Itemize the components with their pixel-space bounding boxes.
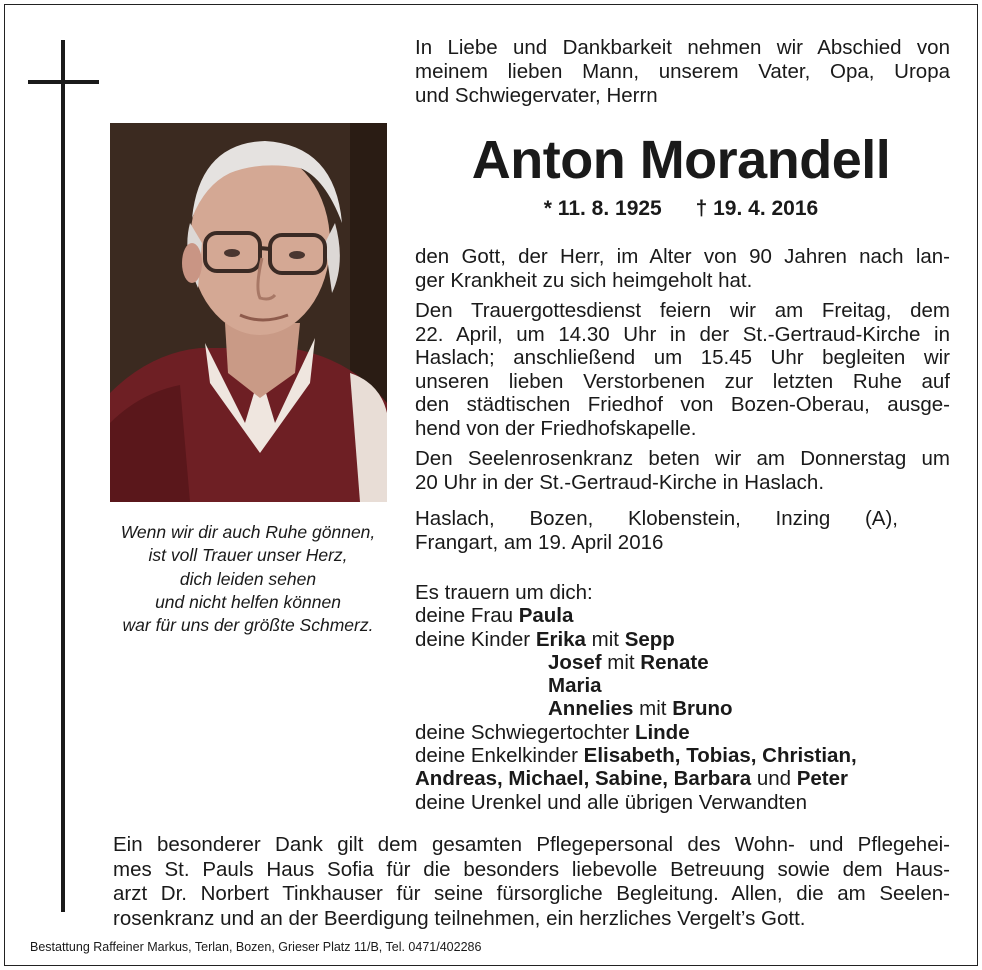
mourner-line <box>415 697 950 720</box>
intro-line: meinem lieben Mann, unserem Vater, Opa, Uropa <box>415 60 950 83</box>
relation-label: deine Enkelkinder <box>415 744 584 768</box>
mourner-name: Paula <box>518 604 574 628</box>
funeral-home-footer: Bestattung Raffeiner Markus, Terlan, Bozen, Grieser Platz 11/B, Tel. 0471/402286 <box>30 940 482 954</box>
mourner-name: Maria <box>548 674 602 698</box>
relation-label: deine Frau <box>415 604 519 628</box>
life-dates <box>412 196 950 222</box>
mourner-line: deine Urenkel und alle übrigen Verwandten <box>415 790 808 814</box>
connector: und <box>756 767 792 791</box>
poem-line: dich leiden sehen <box>179 568 317 589</box>
relation-label: deine Schwiegertochter <box>415 720 635 744</box>
text-line: Haslach, Bozen, Klobenstein, Inzing (A), <box>415 507 898 530</box>
mourner-line <box>415 628 950 651</box>
mourner-name: Renate <box>640 650 709 674</box>
text-line: den städtischen Friedhof von Bozen-Oberau, ausge- <box>415 393 950 416</box>
text-line: Frangart, am 19. April 2016 <box>415 530 664 554</box>
paragraph <box>415 447 950 494</box>
mourner-line <box>415 674 950 697</box>
text-line: den Gott, der Herr, im Alter von 90 Jahren nach lan- <box>415 245 950 268</box>
poem-line: und nicht helfen können <box>155 591 341 612</box>
mourner-name: Andreas, Michael, Sabine, Barbara <box>415 767 752 791</box>
text-line: ger Krankheit zu sich heimgeholt hat. <box>415 268 753 292</box>
poem-line: war für uns der größte Schmerz. <box>122 615 374 636</box>
text-line: Den Seelenrosenkranz beten wir am Donnerstag um <box>415 447 950 470</box>
mourner-line <box>415 721 950 744</box>
text-line: Ein besonderer Dank gilt dem gesamten Pflegepersonal des Wohn- und Pflegehei- <box>113 833 950 856</box>
text-line: mes St. Pauls Haus Sofia für die besonders liebevolle Betreuung sowie dem Haus- <box>113 857 950 881</box>
poem-line: ist voll Trauer unser Herz, <box>148 545 348 566</box>
mourner-name: Josef <box>548 650 602 674</box>
text-line: Den Trauergottesdienst feiern wir am Freitag, dem <box>415 299 950 322</box>
poem-line: Wenn wir dir auch Ruhe gönnen, <box>120 522 376 542</box>
mourner-name: Linde <box>634 720 690 744</box>
connector: mit <box>639 697 667 721</box>
connector: mit <box>591 627 619 651</box>
announcement-body <box>415 245 950 494</box>
mourner-name: Bruno <box>672 697 733 721</box>
deceased-name: Anton Morandell <box>471 130 891 190</box>
mourners-heading: Es trauern um dich: <box>415 581 593 604</box>
mourner-line <box>415 604 950 627</box>
place-and-date <box>415 507 898 554</box>
cross-symbol-bar <box>28 80 99 84</box>
relation-label: deine Kinder <box>415 627 536 651</box>
mourner-line <box>415 744 950 767</box>
mourner-name: Sepp <box>624 627 675 651</box>
text-line: rosenkranz und an der Beerdigung teilnehmen, ein herzliches Vergelt’s Gott. <box>113 906 806 930</box>
thanks-text <box>113 833 950 931</box>
mourner-name: Annelies <box>548 697 634 721</box>
mourner-line <box>415 767 950 790</box>
birth-date: * 11. 8. 1925 <box>543 197 662 220</box>
text-line: 20 Uhr in der St.-Gertraud-Kirche in Haslach. <box>415 470 825 494</box>
mourner-line <box>415 651 950 674</box>
text-line: Haslach; anschließend um 15.45 Uhr begleiten wir <box>415 346 950 369</box>
mourner-name: Elisabeth, Tobias, Christian, <box>583 744 857 768</box>
intro-text <box>415 36 950 108</box>
mourners-list <box>415 581 950 814</box>
paragraph <box>415 245 950 292</box>
text-line: arzt Dr. Norbert Tinkhauser für seine fürsorgliche Begleitung. Allen, die am Seelen- <box>113 882 950 905</box>
intro-line: und Schwiegervater, Herrn <box>415 84 658 107</box>
paragraph <box>415 299 950 440</box>
cross-symbol <box>61 40 65 912</box>
memorial-poem <box>100 521 396 637</box>
text-line: hend von der Friedhofskapelle. <box>415 416 697 440</box>
text-line: unseren lieben Verstorbenen zur letzten Ruhe auf <box>415 369 950 393</box>
connector: mit <box>607 650 635 674</box>
portrait-photo <box>110 123 387 502</box>
death-date: † 19. 4. 2016 <box>695 197 819 220</box>
intro-line: In Liebe und Dankbarkeit nehmen wir Abschied von <box>415 36 950 59</box>
mourner-name: Peter <box>796 767 849 791</box>
text-line: 22. April, um 14.30 Uhr in der St.-Gertraud-Kirche in <box>415 322 950 346</box>
mourner-name: Erika <box>535 627 586 651</box>
